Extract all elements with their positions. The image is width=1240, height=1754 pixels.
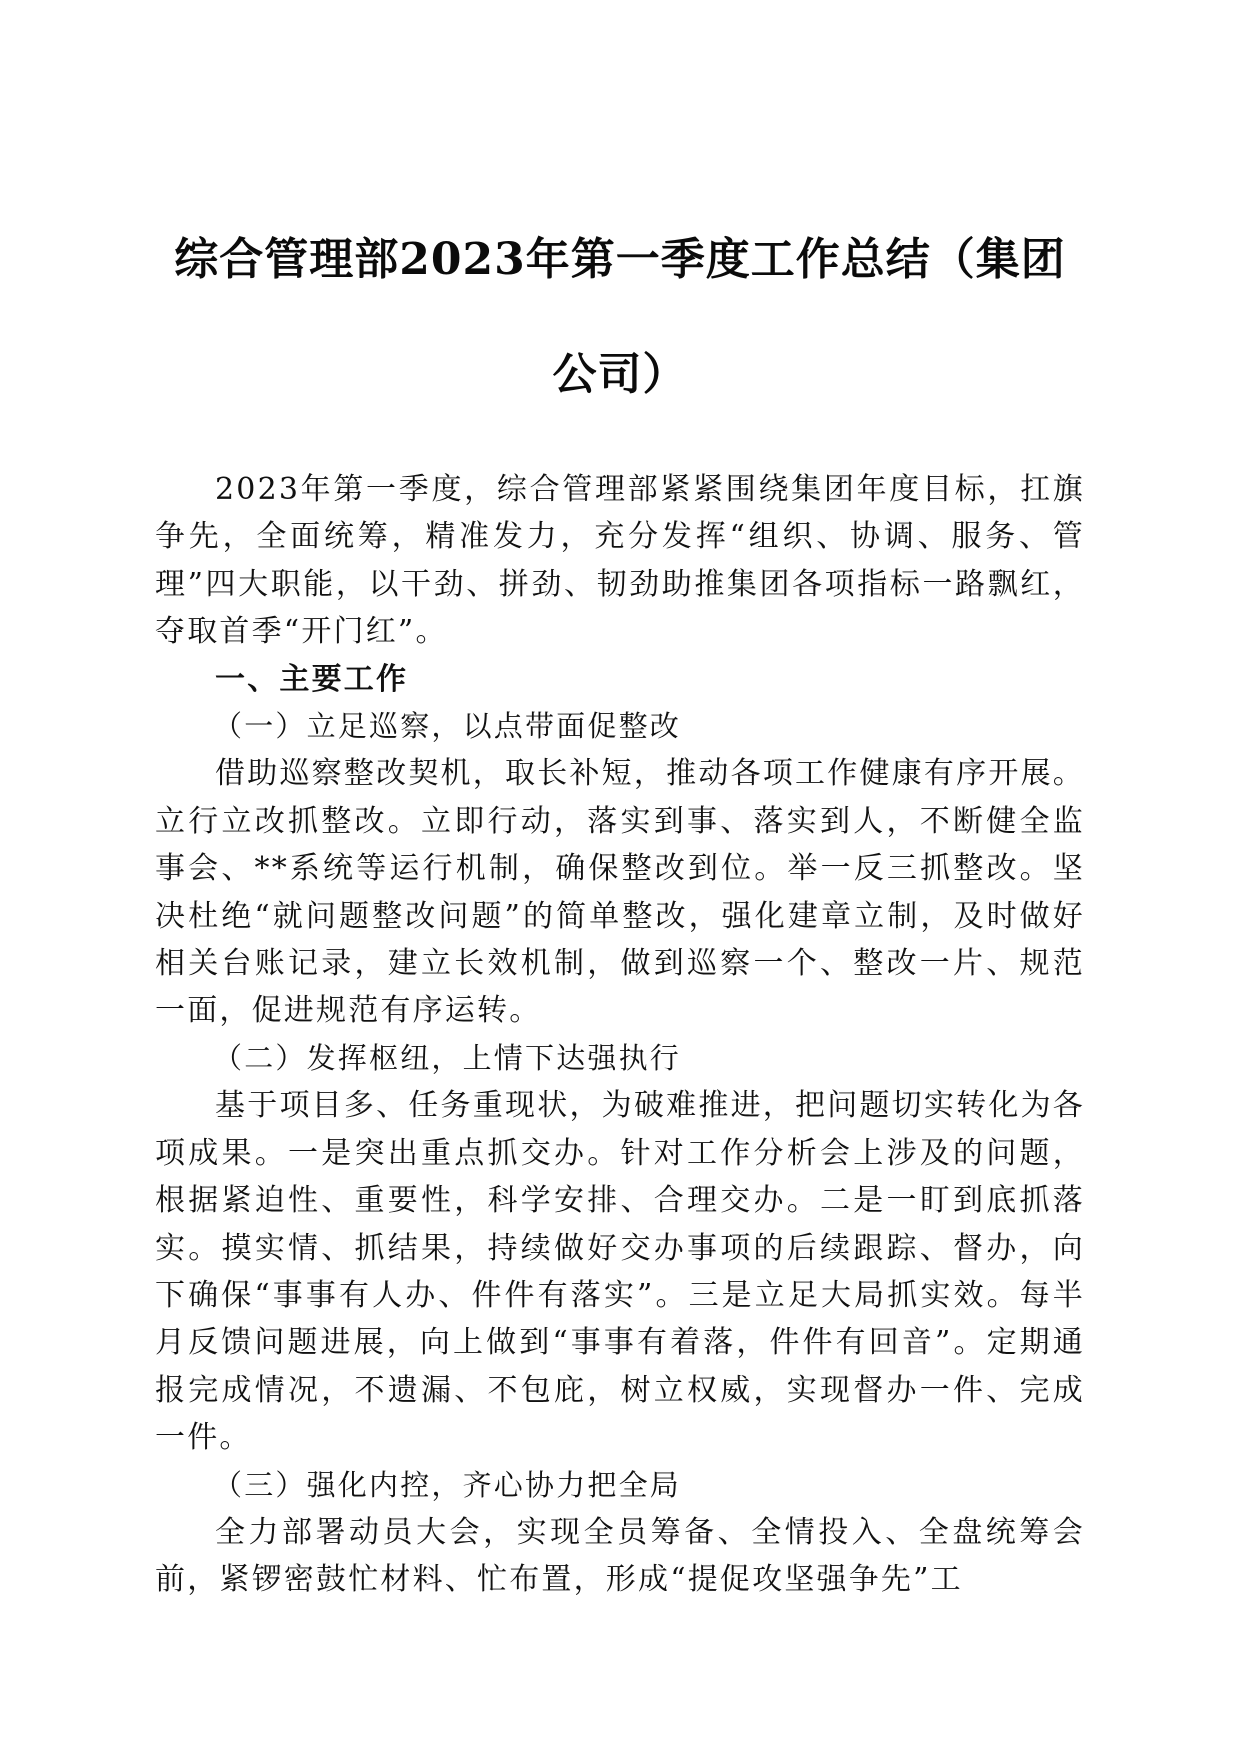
subsection-paragraph-3: 全力部署动员大会，实现全员筹备、全情投入、全盘统筹会前，紧锣密鼓忙材料、忙布置，形成“提促攻坚强争先”工 (155, 1514, 1085, 1598)
subsection-heading-2: （二）发挥枢纽，上情下达强执行 (213, 1040, 682, 1075)
document-title-line-2: 公司） (552, 349, 688, 400)
document-body (155, 466, 1085, 1604)
intro-paragraph: 2023年第一季度，综合管理部紧紧围绕集团年度目标，扛旗争先，全面统筹，精准发力，充分发挥“组织、协调、服务、管理”四大职能，以干劲、拼劲、韧劲助推集团各项指标一路飘红，夺取首季“开门红”。 (155, 472, 1085, 650)
section-heading-main-work: 一、主要工作 (215, 661, 409, 697)
subsection-paragraph-2: 基于项目多、任务重现状，为破难推进，把问题切实转化为各项成果。一是突出重点抓交办。针对工作分析会上涉及的问题，根据紧迫性、重要性，科学安排、合理交办。二是一盯到底抓落实。摸实情、抓结果，持续做好交办事项的后续跟踪、督办，向下确保“事事有人办、件件有落实”。三是立足大局抓实效。每半月反馈问题进展，向上做到“事事有着落，件件有回音”。定期通报完成情况，不遗漏、不包庇，树立权威，实现督办一件、完成一件。 (155, 1088, 1085, 1456)
subsection-heading-1: （一）立足巡察，以点带面促整改 (213, 709, 682, 744)
subsection-heading-3: （三）强化内控，齐心协力把全局 (213, 1467, 682, 1502)
document-title-line-1: 综合管理部2023年第一季度工作总结（集团 (174, 234, 1066, 285)
subsection-paragraph-1: 借助巡察整改契机，取长补短，推动各项工作健康有序开展。立行立改抓整改。立即行动，落实到事、落实到人，不断健全监事会、**系统等运行机制，确保整改到位。举一反三抓整改。坚决杜绝“就问题整改问题”的简单整改，强化建章立制，及时做好相关台账记录，建立长效机制，做到巡察一个、整改一片、规范一面，促进规范有序运转。 (155, 756, 1085, 1029)
